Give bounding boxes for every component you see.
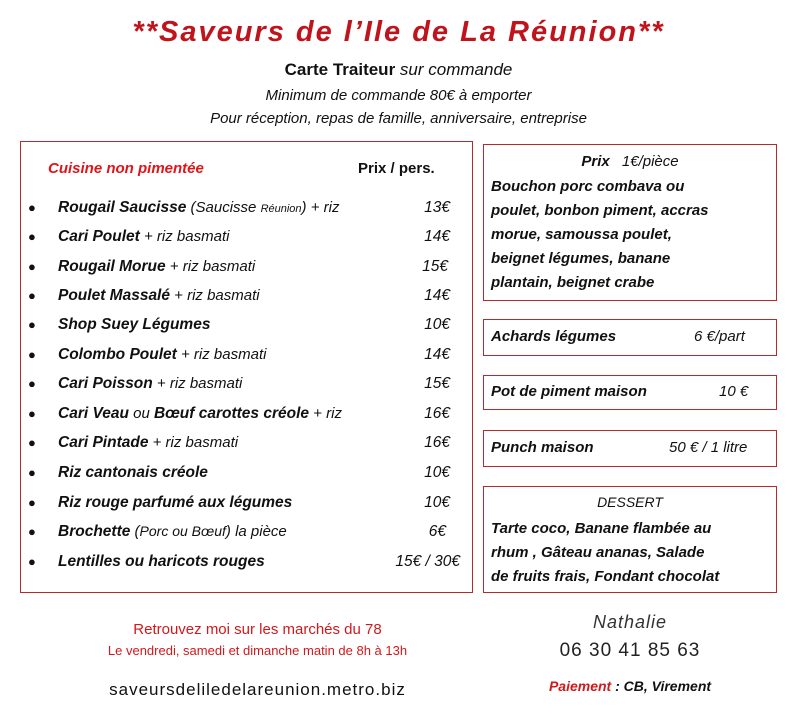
list-item: [28, 316, 460, 340]
dish-price: 15€ / 30€: [395, 553, 460, 570]
list-item: [28, 553, 460, 577]
dish-price: 15€: [424, 375, 450, 392]
dish-connector: ou: [128, 405, 154, 422]
dish-price: 10€: [424, 494, 450, 511]
dessert-line: de fruits frais, Fondant chocolat: [491, 568, 720, 585]
bouchons-list: [491, 175, 773, 295]
dish-extra: + riz basmati: [170, 287, 260, 304]
dish-name: Riz rouge parfumé aux légumes: [58, 494, 293, 511]
website-link[interactable]: saveursdeliledelareunion.metro.biz: [109, 680, 406, 699]
price-header: Prix / pers.: [358, 160, 435, 177]
prix-label: Prix: [581, 153, 610, 170]
dish-name: Rougail Morue: [58, 258, 166, 275]
markets-text: Retrouvez moi sur les marchés du 78: [133, 621, 382, 638]
section-title: Cuisine non pimentée: [48, 160, 204, 177]
list-item: [28, 464, 460, 488]
schedule-text: Le vendredi, samedi et dimanche matin de 8h à 13h: [107, 643, 408, 658]
dish-price: 15€: [422, 258, 448, 275]
list-item: [28, 434, 460, 458]
dish-extra: + riz: [309, 405, 342, 422]
bullet-icon: ●: [28, 495, 36, 510]
phone-number: 06 30 41 85 63: [559, 640, 701, 661]
dish-extra: + riz basmati: [148, 434, 239, 451]
dish-name: Poulet Massalé: [58, 287, 170, 304]
bullet-icon: ●: [28, 524, 36, 539]
carte-subtitle: [0, 60, 797, 80]
dish-extra: (Saucisse: [186, 199, 261, 216]
list-item: [28, 346, 460, 370]
dish-price: 14€: [424, 228, 450, 245]
dish-extra: (: [130, 523, 140, 540]
bullet-icon: ●: [28, 376, 36, 391]
dish-price: 16€: [424, 405, 450, 422]
dish-name: Brochette: [58, 523, 131, 540]
dish-extra: + riz basmati: [176, 346, 267, 363]
dish-price: 16€: [424, 434, 450, 451]
list-item: [28, 228, 460, 252]
payment-value: : CB, Virement: [611, 678, 712, 694]
dish-name: Rougail Saucisse: [58, 199, 187, 216]
achards-label: Achards légumes: [491, 328, 617, 345]
dish-price: 14€: [424, 346, 450, 363]
sur-commande-label: sur commande: [399, 60, 513, 79]
dish-name: Riz cantonais créole: [58, 464, 208, 481]
dish-price: 13€: [424, 199, 450, 216]
dessert-list: [491, 517, 776, 589]
piment-label: Pot de piment maison: [491, 383, 647, 400]
list-item: [28, 523, 460, 547]
dish-extra-small: Porc ou Bœuf: [139, 523, 226, 539]
bouchons-line: plantain, beignet crabe: [491, 274, 655, 291]
dish-name: Shop Suey Légumes: [58, 316, 211, 333]
dish-name: Cari Pintade: [58, 434, 149, 451]
dish-name: Lentilles ou haricots rouges: [58, 553, 265, 570]
dessert-title: DESSERT: [597, 494, 663, 510]
list-item: [28, 375, 460, 399]
dish-name: Colombo Poulet: [58, 346, 177, 363]
bouchons-line: Bouchon porc combava ou: [491, 178, 685, 195]
bullet-icon: ●: [28, 347, 36, 362]
bullet-icon: ●: [28, 200, 36, 215]
dish-name: Cari Poisson: [58, 375, 153, 392]
payment-label: Paiement: [548, 678, 612, 694]
bouchons-line: morue, samoussa poulet,: [491, 226, 672, 243]
piment-price: 10 €: [719, 383, 749, 400]
achards-price: 6 €/part: [694, 328, 745, 345]
dish-extra: + riz basmati: [165, 258, 256, 275]
dish-extra: ) la pièce: [225, 523, 287, 540]
dish-extra: + riz basmati: [152, 375, 243, 392]
bullet-icon: ●: [28, 259, 36, 274]
bullet-icon: ●: [28, 465, 36, 480]
bullet-icon: ●: [28, 317, 36, 332]
dish-name: Cari Veau: [58, 405, 129, 422]
occasions: Pour réception, repas de famille, anniversaire, entreprise: [210, 110, 587, 127]
bullet-icon: ●: [28, 435, 36, 450]
payment-info: [483, 678, 777, 694]
punch-label: Punch maison: [491, 439, 594, 456]
list-item: [28, 258, 460, 282]
dish-extra: + riz basmati: [139, 228, 230, 245]
bullet-icon: ●: [28, 406, 36, 421]
bullet-icon: ●: [28, 288, 36, 303]
bouchons-line: poulet, bonbon piment, accras: [491, 202, 709, 219]
dish-price: 14€: [424, 287, 450, 304]
bullet-icon: ●: [28, 554, 36, 569]
contact-name: Nathalie: [592, 612, 668, 632]
dish-name: Bœuf carottes créole: [153, 405, 310, 422]
dessert-line: Tarte coco, Banane flambée au: [491, 520, 712, 537]
list-item: [28, 287, 460, 311]
dish-price: 6€: [428, 523, 446, 540]
dessert-line: rhum , Gâteau ananas, Salade: [491, 544, 705, 561]
dish-name: Cari Poulet: [58, 228, 140, 245]
dish-price: 10€: [424, 316, 450, 333]
dish-extra-small: Réunion: [260, 203, 302, 215]
punch-price: 50 € / 1 litre: [669, 439, 748, 456]
dish-price: 10€: [424, 464, 450, 481]
list-item: [28, 199, 460, 223]
list-item: [28, 494, 460, 518]
minimum-order: Minimum de commande 80€ à emporter: [265, 87, 532, 104]
page-title: **Saveurs de l’Ile de La Réunion**: [132, 16, 665, 48]
bullet-icon: ●: [28, 229, 36, 244]
dish-extra: ) + riz: [301, 199, 340, 216]
prix-value: 1€/pièce: [621, 153, 679, 170]
carte-label: Carte Traiteur: [284, 60, 396, 79]
prix-line: [483, 153, 777, 170]
list-item: [28, 405, 460, 429]
bouchons-line: beignet légumes, banane: [491, 250, 671, 267]
